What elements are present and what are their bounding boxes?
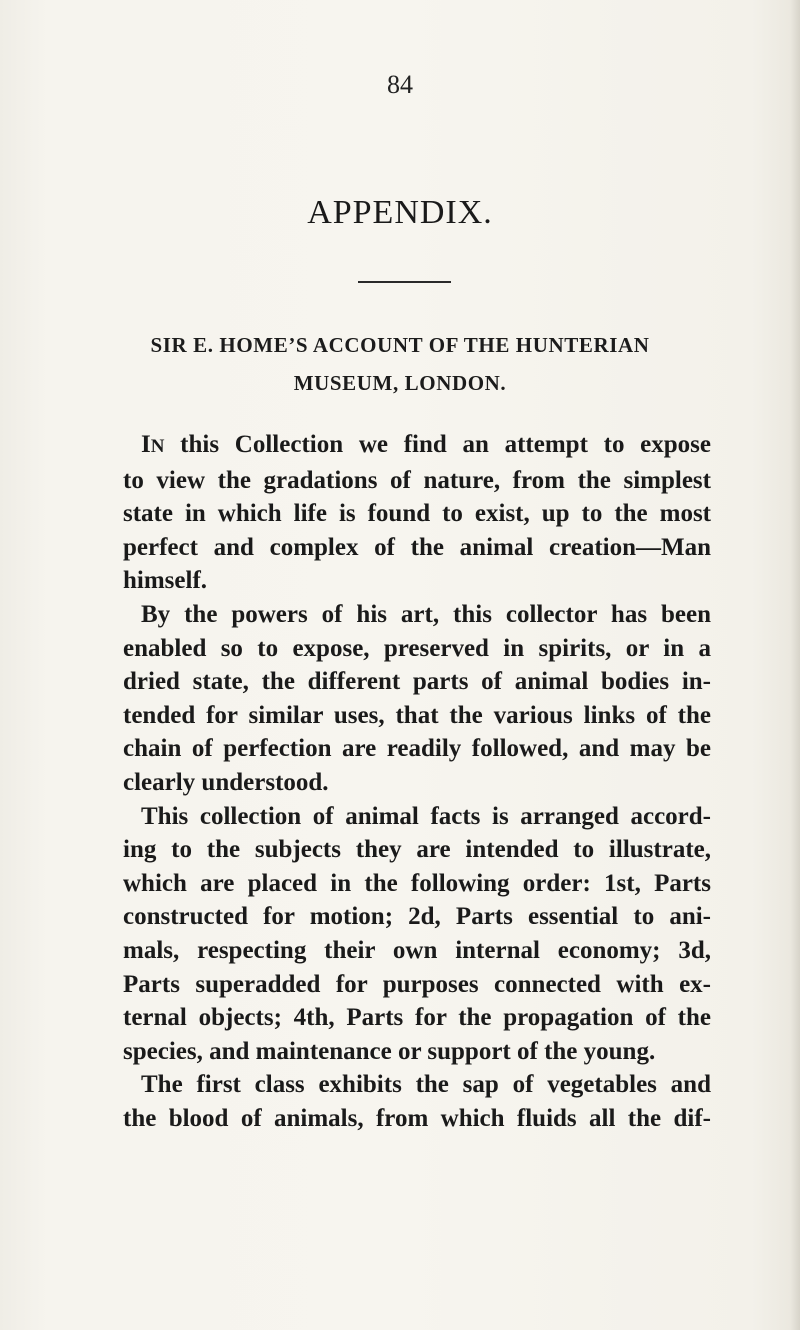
- section-heading: [80, 326, 720, 402]
- text-line: constructed for motion; 2d, Parts essential to ani-: [123, 903, 711, 931]
- text-line: chain of perfection are readily followed, and may be: [123, 735, 711, 763]
- text-line: to view the gradations of nature, from the simplest: [123, 466, 711, 494]
- text-line: [123, 428, 711, 464]
- drop-initial: I: [141, 431, 151, 458]
- text-line: which are placed in the following order: 1st, Parts: [123, 869, 711, 897]
- section-heading-line-1: SIR E. HOME’S ACCOUNT OF THE HUNTERIAN: [150, 333, 650, 357]
- text-line: By the powers of his art, this collector has been: [141, 600, 711, 628]
- section-heading-line-2: MUSEUM, LONDON.: [293, 371, 507, 395]
- text-line: ing to the subjects they are intended to illustrate,: [123, 836, 711, 864]
- page-title: APPENDIX.: [307, 194, 493, 231]
- text-line: This collection of animal facts is arranged accord-: [141, 802, 711, 830]
- text-line: dried state, the different parts of animal bodies in-: [123, 668, 711, 696]
- text-line: clearly understood.: [123, 768, 329, 796]
- text-line: state in which life is found to exist, up to the most: [123, 500, 711, 528]
- text-line: ternal objects; 4th, Parts for the propagation of the: [123, 1004, 711, 1032]
- text-line: species, and maintenance or support of the young.: [123, 1037, 656, 1065]
- text-line: The first class exhibits the sap of vegetables and: [141, 1071, 711, 1099]
- text-line: enabled so to expose, preserved in spirits, or in a: [123, 634, 711, 662]
- body-text: [123, 428, 711, 1135]
- text-line: mals, respecting their own internal economy; 3d,: [123, 936, 711, 964]
- text-line: perfect and complex of the animal creation—Man: [123, 533, 711, 561]
- page-number: 84: [387, 70, 413, 99]
- text-line: tended for similar uses, that the various links of the: [123, 701, 711, 729]
- drop-initial-smallcaps: N: [150, 436, 165, 457]
- text-line-rest: this Collection we find an attempt to expose: [164, 431, 711, 458]
- text-line: himself.: [123, 567, 208, 595]
- text-line: the blood of animals, from which fluids all the dif-: [123, 1104, 711, 1132]
- text-line: Parts superadded for purposes connected with ex-: [123, 970, 711, 998]
- title-divider: [358, 281, 451, 283]
